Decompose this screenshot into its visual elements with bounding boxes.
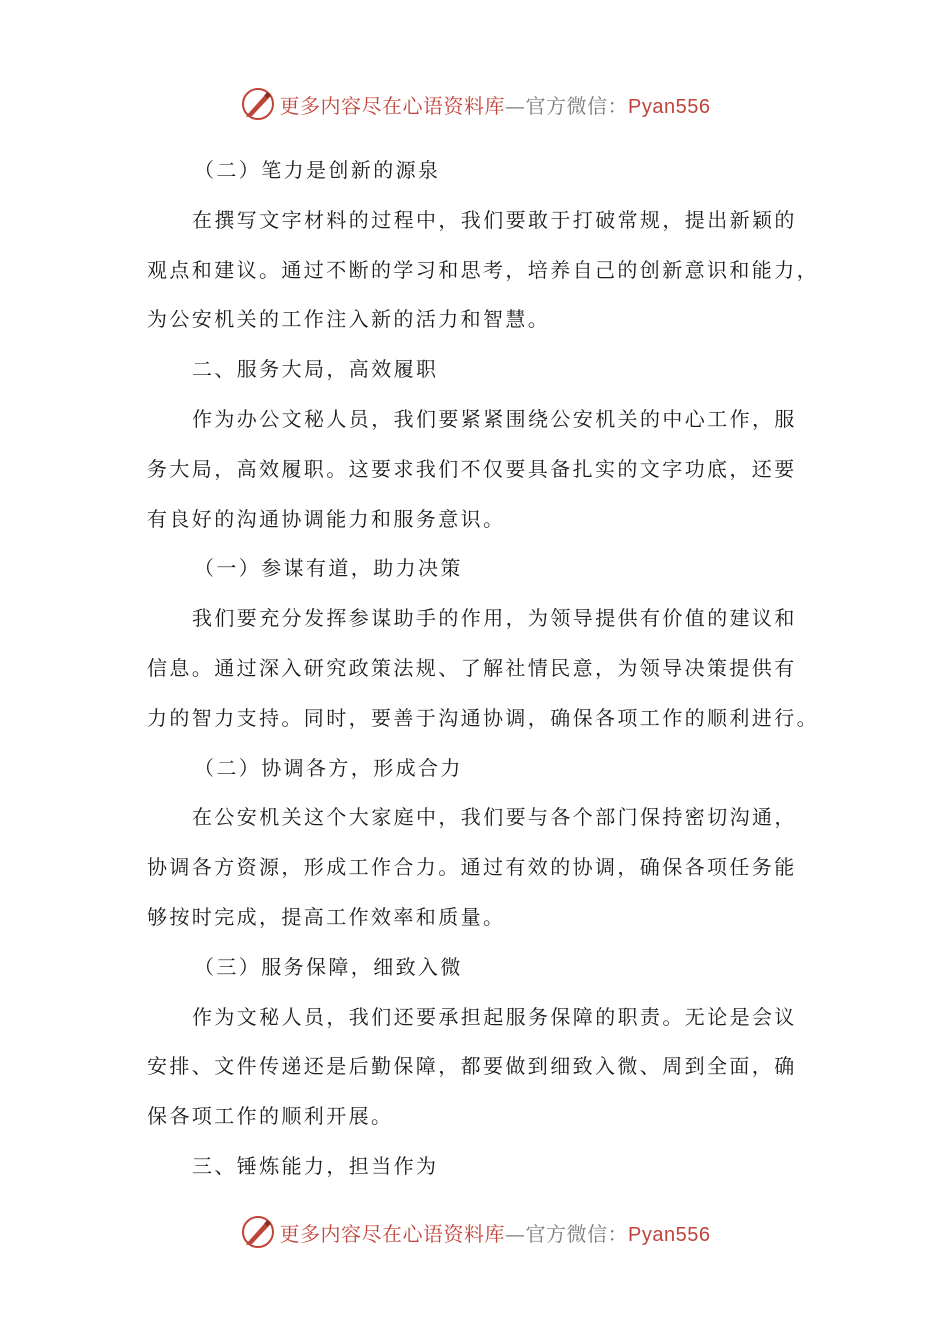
subheading: （一）参谋有道，助力决策 — [194, 556, 463, 581]
paragraph-line: 作为办公文秘人员，我们要紧紧围绕公安机关的中心工作，服 — [192, 406, 797, 431]
paragraph-line: 作为文秘人员，我们还要承担起服务保障的职责。无论是会议 — [192, 1004, 797, 1029]
subheading: （三）服务保障，细致入微 — [194, 954, 463, 979]
banner-wechat-label: —官方微信： — [505, 93, 629, 118]
paragraph-line: 为公安机关的工作注入新的活力和智慧。 — [147, 307, 551, 332]
subheading: （二）笔力是创新的源泉 — [194, 158, 441, 182]
section-heading: 二、服务大局，高效履职 — [192, 357, 439, 382]
document-body — [147, 146, 819, 1192]
banner-wechat-id: Pyan556 — [628, 95, 711, 118]
footer-banner — [0, 1212, 950, 1252]
paragraph-line: 协调各方资源，形成工作合力。通过有效的协调，确保各项任务能 — [147, 855, 797, 880]
paragraph-line: 在撰写文字材料的过程中，我们要敢于打破常规，提出新颖的 — [192, 207, 797, 232]
paragraph-line: 安排、文件传递还是后勤保障，都要做到细致入微、周到全面，确 — [147, 1054, 797, 1079]
section-heading: 三、锤炼能力，担当作为 — [192, 1153, 439, 1178]
banner-wechat-id: Pyan556 — [628, 1223, 711, 1246]
paragraph-line: 观点和建议。通过不断的学习和思考，培养自己的创新意识和能力， — [147, 257, 819, 282]
paragraph-line: 在公安机关这个大家庭中，我们要与各个部门保持密切沟通， — [192, 805, 797, 830]
paragraph-line: 务大局，高效履职。这要求我们不仅要具备扎实的文字功底，还要 — [147, 456, 797, 481]
pen-logo-icon — [240, 1214, 276, 1250]
paragraph-line: 信息。通过深入研究政策法规、了解社情民意，为领导决策提供有 — [147, 655, 797, 680]
paragraph-line: 力的智力支持。同时，要善于沟通协调，确保各项工作的顺利进行。 — [147, 705, 819, 730]
pen-logo-icon — [240, 86, 276, 122]
banner-text — [280, 1218, 711, 1247]
paragraph-line: 够按时完成，提高工作效率和质量。 — [147, 904, 506, 929]
paragraph-line: 我们要充分发挥参谋助手的作用，为领导提供有价值的建议和 — [192, 606, 797, 631]
paragraph-line: 保各项工作的顺利开展。 — [147, 1104, 394, 1129]
paragraph-line: 有良好的沟通协调能力和服务意识。 — [147, 506, 506, 531]
banner-brand: 更多内容尽在心语资料库 — [279, 1221, 506, 1246]
header-banner — [0, 84, 950, 124]
banner-wechat-label: —官方微信： — [505, 1221, 629, 1246]
subheading: （二）协调各方，形成合力 — [194, 755, 463, 780]
banner-brand: 更多内容尽在心语资料库 — [279, 93, 506, 118]
banner-text — [280, 90, 711, 119]
